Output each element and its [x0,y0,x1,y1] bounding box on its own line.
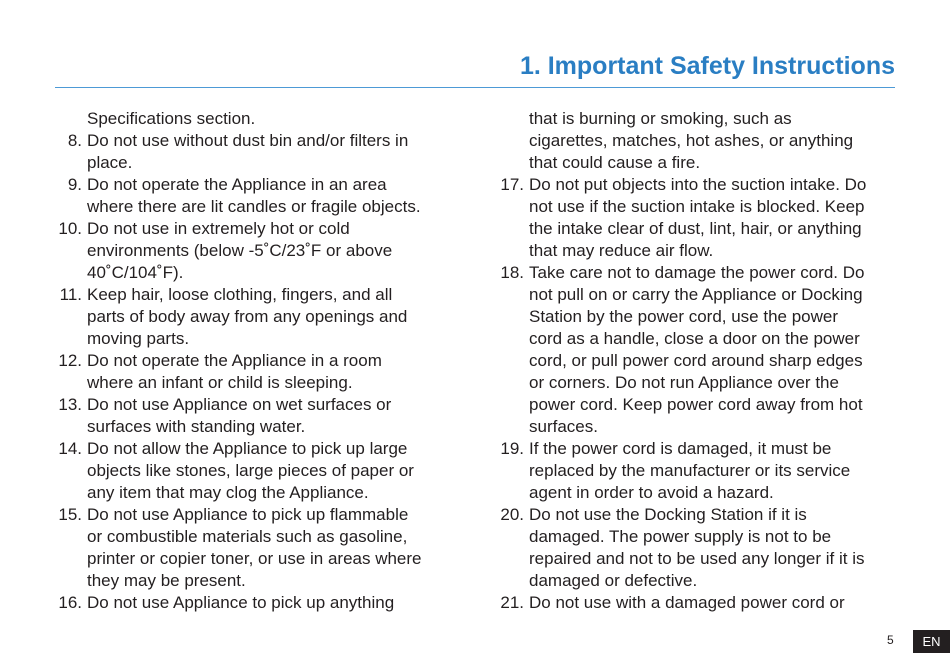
instruction-number: 16. [58,593,82,612]
instruction-number: 12. [58,351,82,370]
instruction-text-line: moving parts. [87,329,190,348]
instruction-number: 14. [58,439,82,458]
instruction-number: 13. [58,395,82,414]
left-column [55,108,460,614]
instruction-text-line: Do not use in extremely hot or cold [87,219,350,238]
instruction-text-line: environments (below -5˚C/23˚F or above [87,241,393,260]
instruction-text-line: 40˚C/104˚F). [87,263,184,282]
instruction-text-line: Keep hair, loose clothing, fingers, and all [87,285,393,304]
page-title: 1. Important Safety Instructions [519,52,895,80]
instruction-text-line: printer or copier toner, or use in areas where [87,549,422,568]
instruction-text-line: repaired and not to be used any longer if it is [529,549,865,568]
instruction-number: 18. [500,263,524,282]
instruction-number: 19. [500,439,524,458]
instruction-text-line: Do not operate the Appliance in a room [87,351,382,370]
instruction-text-line: that could cause a fire. [529,153,701,172]
instruction-item [55,218,460,284]
instruction-number: 21. [500,593,524,612]
instruction-text-line: cord, or pull power cord around sharp edges [529,351,863,370]
instruction-text-line: parts of body away from any openings and [87,307,408,326]
instruction-text-line: If the power cord is damaged, it must be [529,439,832,458]
instruction-text-line: they may be present. [87,571,246,590]
instruction-text-line: where there are lit candles or fragile objects. [87,197,421,216]
instruction-number: 15. [58,505,82,524]
instruction-text-line: Do not allow the Appliance to pick up large [87,439,408,458]
instruction-item [55,350,460,394]
instruction-item [55,504,460,592]
instruction-text-line: not use if the suction intake is blocked. Keep [529,197,865,216]
instruction-item [497,262,902,438]
instruction-item [497,108,902,174]
instruction-number: 11. [59,285,82,304]
instruction-text-line: place. [87,153,133,172]
instruction-text-line: cord as a handle, close a door on the power [529,329,860,348]
instruction-text-line: that is burning or smoking, such as [529,109,792,128]
instruction-number: 17. [500,175,524,194]
instruction-text-line: Do not use Appliance on wet surfaces or [87,395,392,414]
instruction-text-line: cigarettes, matches, hot ashes, or anything [529,131,854,150]
instruction-text-line: any item that may clog the Appliance. [87,483,369,502]
instruction-text-line: not pull on or carry the Appliance or Docking [529,285,863,304]
instruction-text-line: the intake clear of dust, lint, hair, or anything [529,219,862,238]
instruction-text-line: Do not operate the Appliance in an area [87,175,387,194]
page-number: 5 [887,633,894,647]
instruction-text-line: that may reduce air flow. [529,241,714,260]
title-divider [55,87,895,88]
instruction-item [55,174,460,218]
instruction-text-line: damaged. The power supply is not to be [529,527,832,546]
instruction-item [55,592,460,614]
instruction-text-line: Do not put objects into the suction intake. Do [529,175,867,194]
instruction-item [55,438,460,504]
instruction-number: 8. [67,131,82,150]
instruction-text-line: objects like stones, large pieces of paper or [87,461,414,480]
right-column [497,108,902,614]
instruction-item [497,504,902,592]
instruction-text-line: where an infant or child is sleeping. [87,373,353,392]
instruction-text-line: agent in order to avoid a hazard. [529,483,774,502]
instruction-number: 10. [58,219,82,238]
instruction-item [55,108,460,130]
instruction-number: 20. [500,505,524,524]
instruction-number: 9. [67,175,82,194]
instruction-item [55,130,460,174]
instruction-item [497,592,902,614]
instruction-text-line: Do not use Appliance to pick up anything [87,593,395,612]
instruction-text-line: surfaces. [529,417,598,436]
language-badge: EN [913,630,950,653]
instruction-item [55,284,460,350]
instruction-text-line: Do not use the Docking Station if it is [529,505,807,524]
instruction-text-line: power cord. Keep power cord away from hot [529,395,863,414]
instruction-text-line: or corners. Do not run Appliance over the [529,373,839,392]
instruction-item [55,394,460,438]
instruction-item [497,174,902,262]
instruction-text-line: damaged or defective. [529,571,698,590]
instruction-text-line: Take care not to damage the power cord. Do [529,263,865,282]
instruction-text-line: replaced by the manufacturer or its service [529,461,851,480]
instruction-text-line: or combustible materials such as gasoline, [87,527,408,546]
instruction-text-line: Do not use Appliance to pick up flammable [87,505,409,524]
instruction-text-line: Do not use without dust bin and/or filters in [87,131,409,150]
instruction-item [497,438,902,504]
instruction-text-line: Station by the power cord, use the power [529,307,839,326]
instruction-text-line: Specifications section. [87,109,256,128]
instruction-text-line: surfaces with standing water. [87,417,306,436]
instruction-text-line: Do not use with a damaged power cord or [529,593,845,612]
